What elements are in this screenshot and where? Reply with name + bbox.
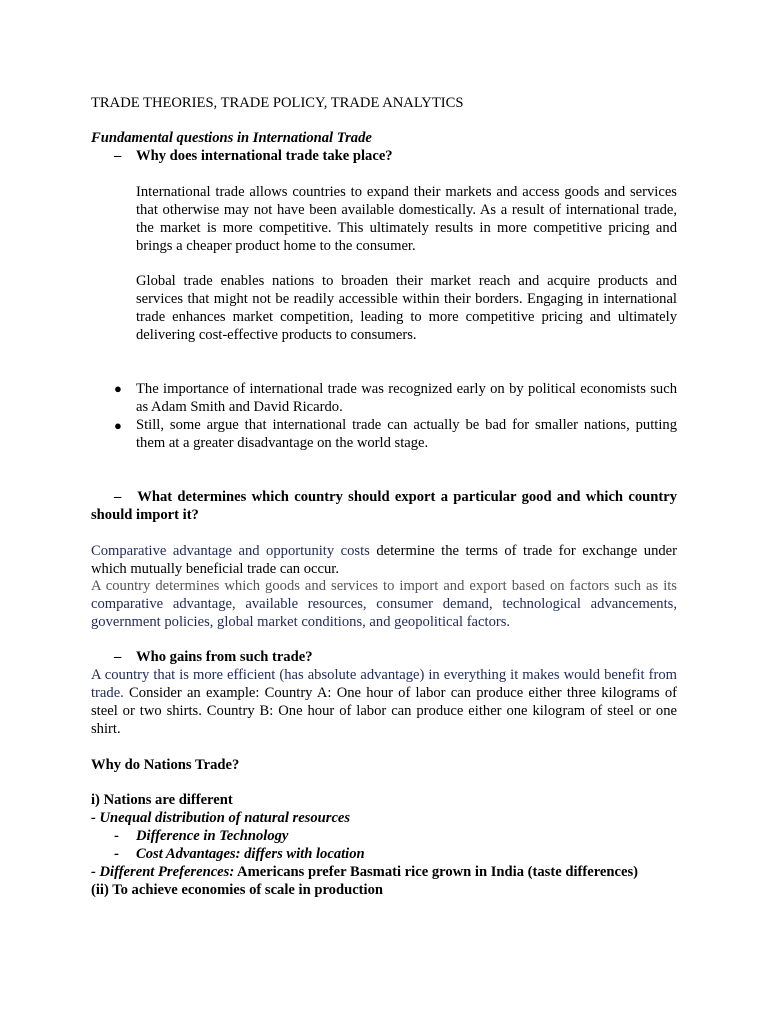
- section-heading-why-nations-trade: Why do Nations Trade?: [91, 757, 240, 773]
- item-natural-resources: - Unequal distribution of natural resources: [91, 810, 351, 826]
- paragraph-global-trade: Global trade enables nations to broaden their market reach and acquire products and services that might not be readily accessible within their borders. Engaging in international trade enhances market competition, leading to more competitive pricing and ultimately delivering cost-effective products to consumers.: [136, 273, 677, 343]
- paragraph-international-trade: International trade allows countries to expand their markets and access goods and services that otherwise may not have been available domestically. As a result of international trade, the market is more competitive. This ultimately results in more competitive pricing and brings a cheaper product home to the consumer.: [136, 184, 677, 254]
- dash-marker: -: [114, 828, 119, 844]
- document-title: TRADE THEORIES, TRADE POLICY, TRADE ANALYTICS: [91, 95, 464, 111]
- item-nations-different: i) Nations are different: [91, 792, 233, 808]
- question-why-trade: Why does international trade take place?: [136, 148, 393, 164]
- country-determines-text: A country determines which goods and services to import and export based on factors such as its: [91, 578, 677, 594]
- item-economies-of-scale: (ii) To achieve economies of scale in production: [91, 882, 384, 898]
- bullet-marker: ●: [114, 381, 122, 396]
- dash-marker: –: [114, 649, 122, 665]
- bullet-item-importance: The importance of international trade was recognized early on by political economists such as Adam Smith and David Ricardo.: [136, 381, 677, 415]
- preferences-label: - Different Preferences:: [91, 864, 235, 880]
- bullet-marker: ●: [114, 418, 122, 433]
- terms-of-trade-text: determine the terms of trade for exchange under which mutually beneficial trade can occur.: [91, 543, 678, 577]
- question-what-determines-text: What determines which country should export a particular good and which country should import it?: [91, 489, 677, 523]
- absolute-advantage-text: A country that is more efficient (has absolute advantage) in everything it makes would benefit from trade.: [91, 667, 677, 701]
- comparative-advantage-text: Comparative advantage and opportunity costs: [91, 543, 370, 559]
- country-example-text: Consider an example: Country A: One hour of labor can produce either three kilograms of steel or two shirts. Country B: One hour of labor can produce either one kilogram of steel or one shirt.: [91, 685, 677, 737]
- preferences-text: Americans prefer Basmati rice grown in India (taste differences): [234, 864, 639, 880]
- paragraph-absolute-advantage: [91, 666, 677, 738]
- dash-marker: –: [114, 148, 122, 164]
- dash-marker: –: [114, 489, 138, 505]
- dash-marker: -: [114, 846, 119, 862]
- factors-list-text: comparative advantage, available resources, consumer demand, technological advancements, government policies, global market conditions, and geopolitical factors.: [91, 596, 677, 630]
- section-heading-fundamental-questions: Fundamental questions in International Trade: [91, 130, 372, 146]
- sub-item-technology: Difference in Technology: [136, 828, 289, 844]
- item-different-preferences: [91, 863, 638, 881]
- question-what-determines: [91, 488, 677, 524]
- paragraph-comparative-advantage: [91, 542, 677, 578]
- sub-item-cost-advantages: Cost Advantages: differs with location: [136, 846, 365, 862]
- paragraph-country-determines: [91, 577, 677, 631]
- question-who-gains: Who gains from such trade?: [136, 649, 313, 665]
- bullet-item-disadvantage: Still, some argue that international trade can actually be bad for smaller nations, putting them at a greater disadvantage on the world stage.: [136, 417, 677, 451]
